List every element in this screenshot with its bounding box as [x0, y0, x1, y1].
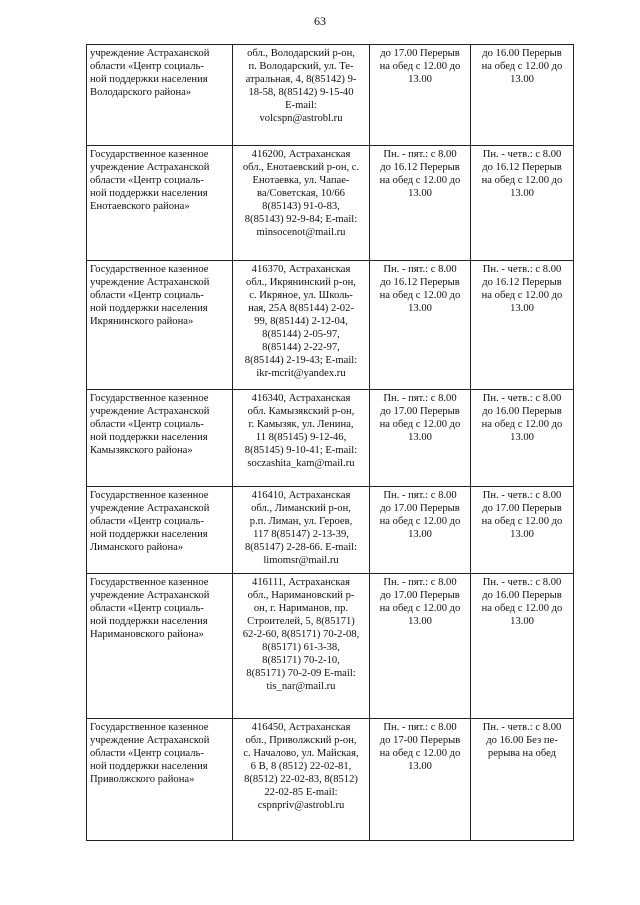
cell-line: до 16.00 Перерыв: [482, 406, 562, 418]
cell-line: ной поддержки населения: [90, 432, 208, 444]
cell-line: на обед с 12.00 до: [379, 290, 461, 302]
table-row: [87, 146, 574, 261]
cell-line: Пн. - четв.: с 8.00: [482, 393, 562, 404]
institution-name-cell: [87, 487, 233, 574]
cell-line: г. Камызяк, ул. Ленина,: [248, 419, 354, 431]
cell-line: на обед с 12.00 до: [481, 290, 563, 302]
cell-line: атральная, 4, 8(85142) 9-: [245, 74, 357, 86]
cell-line: cspnpriv@astrobl.ru: [257, 800, 345, 812]
cell-line: 8(85144) 2-19-43; E-mail:: [244, 355, 358, 367]
cell-line: обл., Икрянинский р-он,: [246, 277, 356, 289]
cell-line: учреждение Астраханской: [90, 277, 210, 289]
cell-line: 8(85143) 91-0-83,: [262, 201, 340, 213]
institution-name-cell: [87, 390, 233, 487]
cell-line: на обед с 12.00 до: [481, 516, 563, 528]
hours-alt-cell: [471, 574, 574, 719]
cell-line: 8(85171) 70-2-09 E-mail:: [246, 668, 356, 680]
hours-alt-cell: [471, 719, 574, 841]
cell-line: области «Центр социаль-: [90, 516, 204, 528]
cell-line: Государственное казенное: [90, 577, 209, 588]
cell-line: обл., Приволжский р-он,: [245, 735, 357, 747]
cell-line: minsocenot@mail.ru: [256, 227, 346, 239]
cell-line: Государственное казенное: [90, 264, 209, 275]
cell-line: Володарского района»: [90, 87, 192, 99]
cell-line: обл. Камызякский р-он,: [247, 406, 355, 418]
cell-line: рерыва на обед: [487, 748, 557, 760]
cell-line: Икрянинского района»: [90, 316, 194, 328]
cell-line: учреждение Астраханской: [90, 406, 210, 418]
cell-line: р.п. Лиман, ул. Героев,: [249, 516, 353, 528]
cell-line: ва/Советская, 10/66: [257, 188, 345, 200]
hours-alt-cell: [471, 261, 574, 390]
cell-line: обл., Енотаевский р-он, с.: [242, 162, 360, 174]
cell-line: п. Володарский, ул. Те-: [248, 61, 354, 73]
cell-line: до 17.00 Перерыв: [482, 503, 562, 515]
cell-line: 8(85145) 9-10-41; E-mail:: [244, 445, 358, 457]
hours-alt-cell: [471, 45, 574, 146]
hours-weekday-cell: [370, 45, 471, 146]
cell-line: 13.00: [510, 74, 534, 86]
hours-weekday-cell: [370, 487, 471, 574]
address-cell: [233, 261, 370, 390]
cell-line: ной поддержки населения: [90, 529, 208, 541]
cell-line: 416340, Астраханская: [251, 393, 351, 404]
cell-line: до 16.00 Перерыв: [482, 48, 562, 59]
cell-line: до 17.00 Перерыв: [380, 503, 460, 515]
cell-line: 62-2-60, 8(85171) 70-2-08,: [242, 629, 360, 641]
cell-line: 18-58, 8(85142) 9-15-40: [248, 87, 354, 99]
cell-line: 6 В, 8 (8512) 22-02-81,: [250, 761, 352, 773]
cell-line: на обед с 12.00 до: [481, 61, 563, 73]
cell-line: ной поддержки населения: [90, 188, 208, 200]
cell-line: ной поддержки населения: [90, 761, 208, 773]
cell-line: учреждение Астраханской: [90, 48, 210, 59]
cell-line: на обед с 12.00 до: [379, 419, 461, 431]
cell-line: ikr-mcrit@yandex.ru: [256, 368, 346, 380]
cell-line: на обед с 12.00 до: [379, 175, 461, 187]
hours-weekday-cell: [370, 574, 471, 719]
cell-line: он, г. Нариманов, пр.: [253, 603, 349, 615]
cell-line: области «Центр социаль-: [90, 290, 204, 302]
cell-line: до 16.00 Без пе-: [486, 735, 558, 747]
cell-line: на обед с 12.00 до: [379, 516, 461, 528]
cell-line: tis_nar@mail.ru: [266, 681, 336, 693]
cell-line: до 16.12 Перерыв: [482, 162, 562, 174]
table-row: [87, 390, 574, 487]
cell-line: 8(85147) 2-28-66. E-mail:: [244, 542, 358, 554]
hours-weekday-cell: [370, 390, 471, 487]
cell-line: Пн. - пят.: с 8.00: [383, 264, 457, 275]
cell-line: на обед с 12.00 до: [379, 61, 461, 73]
cell-line: до 16.12 Перерыв: [482, 277, 562, 289]
cell-line: области «Центр социаль-: [90, 419, 204, 431]
cell-line: 416370, Астраханская: [251, 264, 351, 275]
cell-line: учреждение Астраханской: [90, 503, 210, 515]
cell-line: на обед с 12.00 до: [481, 175, 563, 187]
cell-line: 416450, Астраханская: [251, 722, 351, 733]
cell-line: volcspn@astrobl.ru: [259, 113, 343, 125]
table-row: [87, 574, 574, 719]
cell-line: Государственное казенное: [90, 149, 209, 160]
hours-weekday-cell: [370, 261, 471, 390]
cell-line: Пн. - пят.: с 8.00: [383, 149, 457, 160]
cell-line: учреждение Астраханской: [90, 735, 210, 747]
cell-line: 416410, Астраханская: [251, 490, 351, 501]
cell-line: Камызякского района»: [90, 445, 193, 457]
cell-line: 8(8512) 22-02-83, 8(8512): [244, 774, 358, 786]
cell-line: Енотаевского района»: [90, 201, 190, 213]
cell-line: обл., Лиманский р-он,: [251, 503, 351, 515]
cell-line: 8(85143) 92-9-84; E-mail:: [244, 214, 358, 226]
address-cell: [233, 487, 370, 574]
cell-line: учреждение Астраханской: [90, 590, 210, 602]
institution-name-cell: [87, 45, 233, 146]
cell-line: на обед с 12.00 до: [481, 603, 563, 615]
cell-line: Пн. - четв.: с 8.00: [482, 490, 562, 501]
cell-line: Приволжского района»: [90, 774, 195, 786]
cell-line: 416111, Астраханская: [252, 577, 350, 588]
cell-line: 11 8(85145) 9-12-46,: [255, 432, 347, 444]
cell-line: 8(85144) 2-22-97,: [262, 342, 340, 354]
cell-line: Пн. - четв.: с 8.00: [482, 149, 562, 160]
table-row: [87, 261, 574, 390]
cell-line: 13.00: [408, 616, 432, 628]
cell-line: ная, 25А 8(85144) 2-02-: [248, 303, 354, 315]
cell-line: 13.00: [408, 188, 432, 200]
cell-line: 8(85144) 2-05-97,: [262, 329, 340, 341]
cell-line: 8(85171) 70-2-10,: [262, 655, 340, 667]
cell-line: 13.00: [510, 188, 534, 200]
cell-line: soczashita_kam@mail.ru: [247, 458, 355, 470]
cell-line: до 17.00 Перерыв: [380, 590, 460, 602]
hours-alt-cell: [471, 146, 574, 261]
cell-line: limomsr@mail.ru: [263, 555, 339, 567]
cell-line: области «Центр социаль-: [90, 603, 204, 615]
cell-line: 13.00: [408, 432, 432, 444]
cell-line: Енотаевка, ул. Чапае-: [252, 175, 350, 187]
institution-name-cell: [87, 719, 233, 841]
cell-line: Государственное казенное: [90, 722, 209, 733]
hours-alt-cell: [471, 487, 574, 574]
cell-line: Пн. - пят.: с 8.00: [383, 393, 457, 404]
cell-line: на обед с 12.00 до: [481, 419, 563, 431]
cell-line: Лиманского района»: [90, 542, 184, 554]
cell-line: Пн. - пят.: с 8.00: [383, 490, 457, 501]
cell-line: учреждение Астраханской: [90, 162, 210, 174]
cell-line: 13.00: [510, 303, 534, 315]
cell-line: 99, 8(85144) 2-12-04,: [254, 316, 348, 328]
cell-line: на обед с 12.00 до: [379, 748, 461, 760]
table-row: [87, 487, 574, 574]
cell-line: 22-02-85 E-mail:: [264, 787, 338, 799]
address-cell: [233, 390, 370, 487]
cell-line: ной поддержки населения: [90, 303, 208, 315]
cell-line: E-mail:: [285, 100, 317, 112]
cell-line: 13.00: [510, 432, 534, 444]
address-cell: [233, 45, 370, 146]
cell-line: Наримановского района»: [90, 629, 204, 641]
hours-alt-cell: [471, 390, 574, 487]
cell-line: до 17.00 Перерыв: [380, 48, 460, 59]
cell-line: Пн. - четв.: с 8.00: [482, 577, 562, 588]
cell-line: области «Центр социаль-: [90, 748, 204, 760]
institution-name-cell: [87, 261, 233, 390]
cell-line: Государственное казенное: [90, 393, 209, 404]
cell-line: области «Центр социаль-: [90, 175, 204, 187]
cell-line: до 16.12 Перерыв: [380, 162, 460, 174]
cell-line: 8(85171) 61-3-38,: [262, 642, 340, 654]
cell-line: ной поддержки населения: [90, 74, 208, 86]
cell-line: 117 8(85147) 2-13-39,: [253, 529, 349, 541]
cell-line: 13.00: [408, 74, 432, 86]
cell-line: с. Началово, ул. Майская,: [243, 748, 359, 760]
cell-line: Пн. - четв.: с 8.00: [482, 264, 562, 275]
institutions-table: [86, 44, 574, 841]
address-cell: [233, 719, 370, 841]
cell-line: до 17.00 Перерыв: [380, 406, 460, 418]
cell-line: 416200, Астраханская: [251, 149, 351, 160]
institution-name-cell: [87, 146, 233, 261]
cell-line: 13.00: [408, 761, 432, 773]
cell-line: обл., Володарский р-он,: [247, 48, 355, 59]
hours-weekday-cell: [370, 146, 471, 261]
cell-line: 13.00: [408, 303, 432, 315]
cell-line: Пн. - пят.: с 8.00: [383, 722, 457, 733]
institution-name-cell: [87, 574, 233, 719]
cell-line: до 16.00 Перерыв: [482, 590, 562, 602]
hours-weekday-cell: [370, 719, 471, 841]
cell-line: обл., Наримановский р-: [247, 590, 355, 602]
table-row: [87, 45, 574, 146]
cell-line: 13.00: [510, 529, 534, 541]
page-number: 63: [314, 14, 326, 28]
table-row: [87, 719, 574, 841]
address-cell: [233, 146, 370, 261]
cell-line: с. Икряное, ул. Школь-: [249, 290, 353, 302]
cell-line: до 16.12 Перерыв: [380, 277, 460, 289]
address-cell: [233, 574, 370, 719]
cell-line: на обед с 12.00 до: [379, 603, 461, 615]
cell-line: Государственное казенное: [90, 490, 209, 501]
cell-line: области «Центр социаль-: [90, 61, 204, 73]
cell-line: Строителей, 5, 8(85171): [247, 616, 355, 628]
cell-line: Пн. - пят.: с 8.00: [383, 577, 457, 588]
cell-line: Пн. - четв.: с 8.00: [482, 722, 562, 733]
cell-line: до 17-00 Перерыв: [379, 735, 461, 747]
cell-line: ной поддержки населения: [90, 616, 208, 628]
cell-line: 13.00: [408, 529, 432, 541]
cell-line: 13.00: [510, 616, 534, 628]
